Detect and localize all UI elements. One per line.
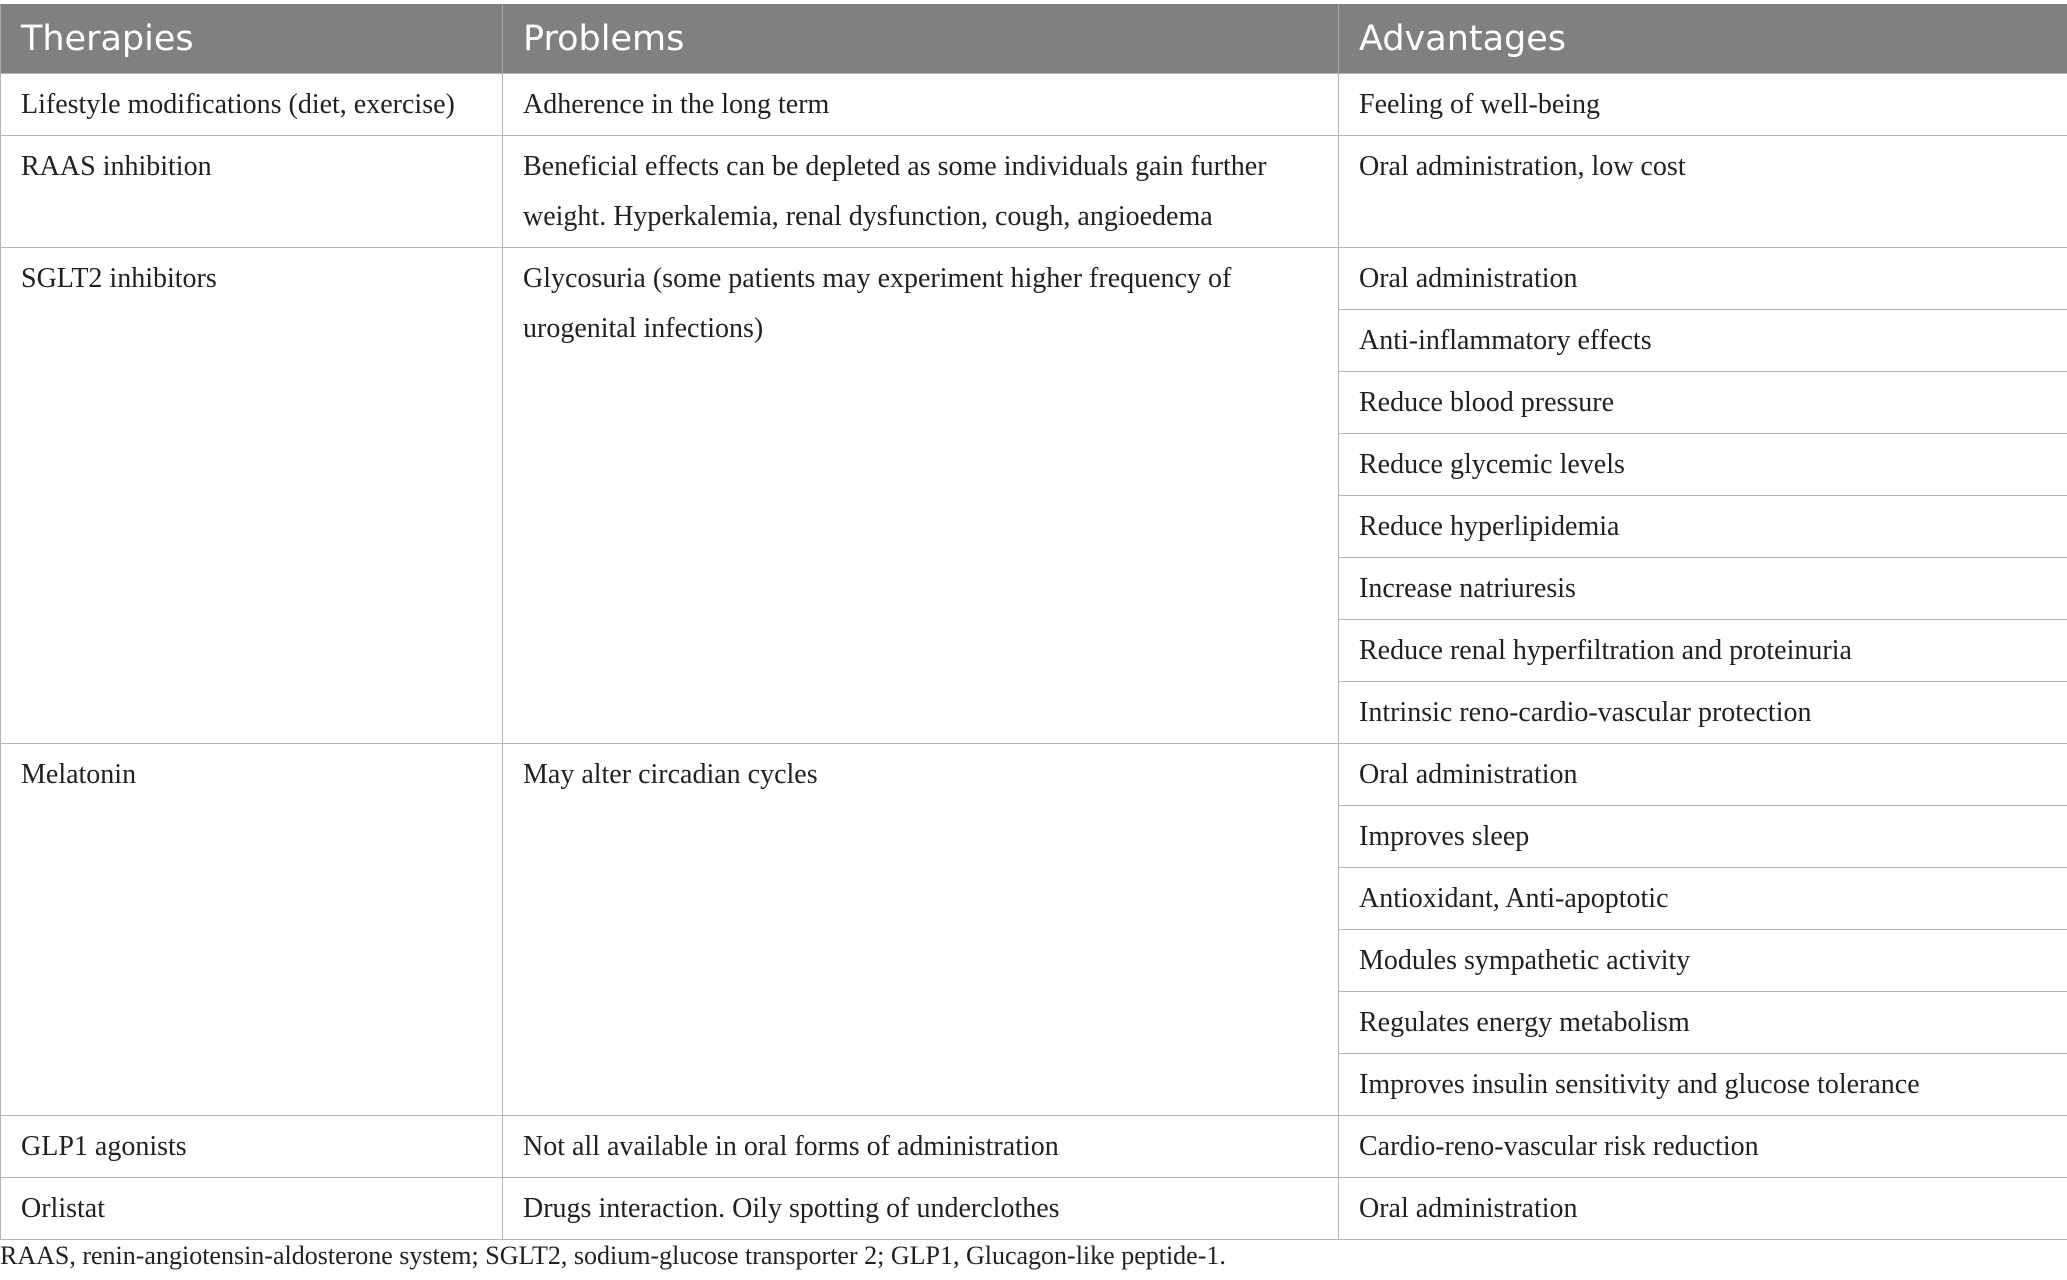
header-row: [1, 4, 2067, 74]
problems-cell: Beneficial effects can be depleted as some individuals gain further weight. Hyperkalemia, renal dysfunction, cough, angioedema: [503, 136, 1339, 248]
table-row: [1, 1116, 2067, 1178]
advantage-cell: Modules sympathetic activity: [1339, 930, 2067, 992]
advantage-cell: Intrinsic reno-cardio-vascular protection: [1339, 682, 2067, 744]
therapy-cell: GLP1 agonists: [1, 1116, 503, 1178]
header-therapies: Therapies: [1, 4, 503, 74]
table-row: [1, 136, 2067, 248]
advantage-cell: Feeling of well-being: [1339, 74, 2067, 136]
problems-cell: Drugs interaction. Oily spotting of underclothes: [503, 1178, 1339, 1240]
table-row: [1, 74, 2067, 136]
advantage-cell: Reduce hyperlipidemia: [1339, 496, 2067, 558]
advantage-cell: Improves insulin sensitivity and glucose tolerance: [1339, 1054, 2067, 1116]
advantage-cell: Antioxidant, Anti-apoptotic: [1339, 868, 2067, 930]
therapies-table: [0, 4, 2067, 1240]
advantage-cell: Reduce renal hyperfiltration and proteinuria: [1339, 620, 2067, 682]
advantage-cell: Oral administration: [1339, 248, 2067, 310]
advantage-cell: Oral administration: [1339, 1178, 2067, 1240]
table-row: [1, 248, 2067, 310]
advantage-cell: Regulates energy metabolism: [1339, 992, 2067, 1054]
advantage-cell: Oral administration, low cost: [1339, 136, 2067, 248]
advantage-cell: Increase natriuresis: [1339, 558, 2067, 620]
problems-cell: Glycosuria (some patients may experiment higher frequency of urogenital infections): [503, 248, 1339, 744]
problems-cell: Adherence in the long term: [503, 74, 1339, 136]
advantage-cell: Oral administration: [1339, 744, 2067, 806]
problems-cell: Not all available in oral forms of administration: [503, 1116, 1339, 1178]
header-problems: Problems: [503, 4, 1339, 74]
therapy-cell: Melatonin: [1, 744, 503, 1116]
therapy-cell: Lifestyle modifications (diet, exercise): [1, 74, 503, 136]
problems-cell: May alter circadian cycles: [503, 744, 1339, 1116]
advantage-cell: Reduce blood pressure: [1339, 372, 2067, 434]
header-advantages: Advantages: [1339, 4, 2067, 74]
therapy-cell: SGLT2 inhibitors: [1, 248, 503, 744]
therapy-cell: RAAS inhibition: [1, 136, 503, 248]
advantage-cell: Anti-inflammatory effects: [1339, 310, 2067, 372]
advantage-cell: Reduce glycemic levels: [1339, 434, 2067, 496]
therapy-cell: Orlistat: [1, 1178, 503, 1240]
table-row: [1, 1178, 2067, 1240]
advantage-cell: Cardio-reno-vascular risk reduction: [1339, 1116, 2067, 1178]
table-footnote: RAAS, renin-angiotensin-aldosterone system; SGLT2, sodium-glucose transporter 2; GLP1, Glucagon-like peptide-1.: [0, 1241, 1226, 1270]
advantage-cell: Improves sleep: [1339, 806, 2067, 868]
table-row: [1, 744, 2067, 806]
